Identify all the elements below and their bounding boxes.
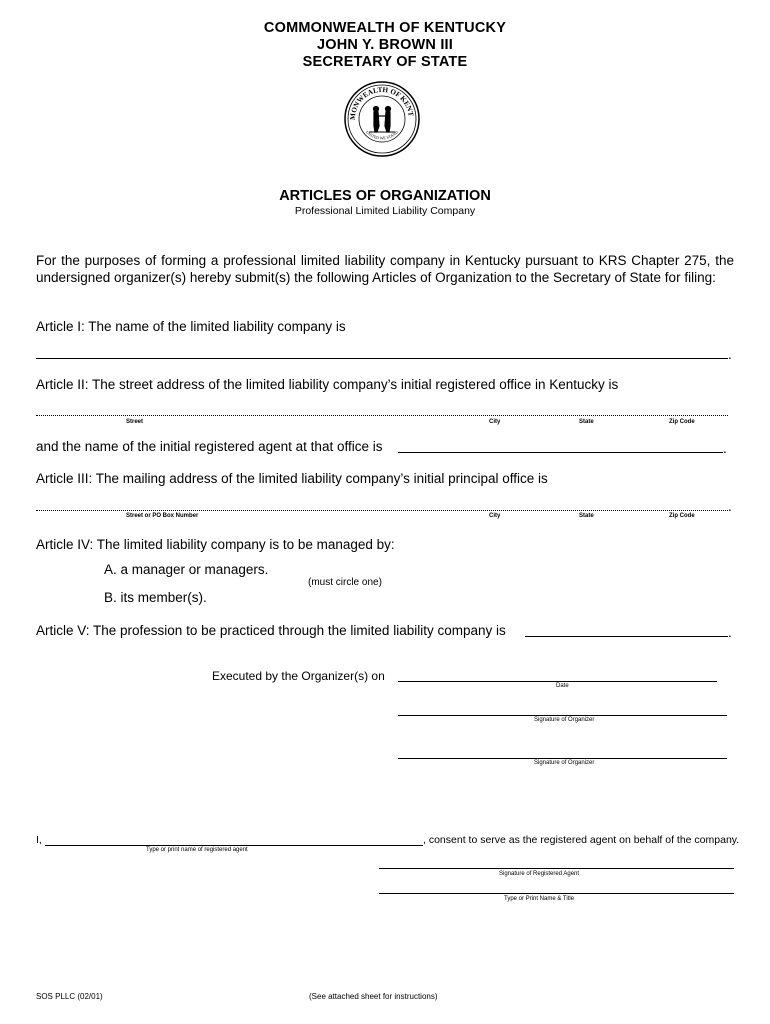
registered-agent-name-line[interactable]: [398, 452, 723, 453]
article-2-text: Article II: The street address of the limited liability company’s initial registered office in Kentucky is: [36, 377, 619, 392]
article-5-text: Article V: The profession to be practiced through the limited liability company is: [36, 623, 506, 638]
consent-text: , consent to serve as the registered agent on behalf of the company.: [423, 834, 740, 846]
organizer-signature-label-2: Signature of Organizer: [534, 760, 595, 766]
article-1-text: Article I: The name of the limited liability company is: [36, 319, 346, 334]
option-b-member[interactable]: B. its member(s).: [104, 590, 207, 605]
street-label: Street: [126, 419, 144, 425]
organizer-signature-label-1: Signature of Organizer: [534, 717, 595, 723]
company-name-line[interactable]: [36, 358, 728, 359]
mailing-address-line[interactable]: [36, 510, 728, 511]
article-3-period: .: [728, 499, 732, 514]
seal-text-bottom: UNITED WE STAND: [365, 129, 399, 141]
date-label: Date: [556, 683, 569, 689]
form-subtitle: Professional Limited Liability Company: [294, 205, 476, 217]
article-5-period: .: [728, 625, 732, 640]
article-2-period: .: [723, 441, 727, 456]
profession-line[interactable]: [525, 636, 728, 637]
executed-by-text: Executed by the Organizer(s) on: [212, 669, 385, 683]
form-title: ARTICLES OF ORGANIZATION: [279, 188, 491, 204]
city-label: City: [489, 419, 501, 425]
header-secretary-title: SECRETARY OF STATE: [302, 54, 468, 70]
article-3-text: Article III: The mailing address of the limited liability company’s initial principal office is: [36, 471, 548, 486]
header-secretary-name: JOHN Y. BROWN III: [316, 37, 454, 53]
state-seal: [343, 80, 421, 158]
zip-code-label: Zip Code: [669, 419, 695, 425]
article-1-period: .: [728, 347, 732, 362]
consent-prefix: I,: [36, 834, 42, 846]
article-4-text: Article IV: The limited liability company is to be managed by:: [36, 537, 395, 552]
zip-code-label-2: Zip Code: [669, 513, 695, 519]
registered-office-address-line[interactable]: [36, 415, 728, 416]
form-id: SOS PLLC (02/01): [36, 992, 103, 1001]
agent-printed-name-label: Type or print name of registered agent: [146, 847, 248, 853]
print-name-title-label: Type or Print Name & Title: [504, 896, 575, 902]
header-commonwealth: COMMONWEALTH OF KENTUCKY: [263, 20, 507, 36]
option-a-manager[interactable]: A. a manager or managers.: [104, 562, 269, 577]
intro-paragraph: For the purposes of forming a professional limited liability company in Kentucky pursuant to KRS Chapter 275, the undersigned organizer(s) hereby submit(s) the following Articles of Organization to the Secretary of State for filing:: [36, 253, 734, 285]
organizer-signature-line-2[interactable]: [398, 758, 727, 759]
state-label-2: State: [579, 513, 594, 519]
agent-printed-name-line[interactable]: [45, 845, 423, 846]
organizer-signature-line-1[interactable]: [398, 715, 727, 716]
registered-agent-signature-line[interactable]: [379, 868, 734, 869]
state-label: State: [579, 419, 594, 425]
seal-text-top: MONWEALTH OF KENT: [348, 85, 415, 121]
city-label-2: City: [489, 513, 501, 519]
agent-name-text: and the name of the initial registered agent at that office is: [36, 439, 383, 454]
instructions-note: (See attached sheet for instructions): [309, 992, 438, 1001]
must-circle-note: (must circle one): [308, 577, 382, 588]
print-name-title-line[interactable]: [379, 893, 734, 894]
street-po-box-label: Street or PO Box Number: [126, 513, 199, 519]
seal-icon: [343, 80, 421, 158]
registered-agent-signature-label: Signature of Registered Agent: [499, 871, 580, 877]
execution-date-line[interactable]: [398, 681, 717, 682]
